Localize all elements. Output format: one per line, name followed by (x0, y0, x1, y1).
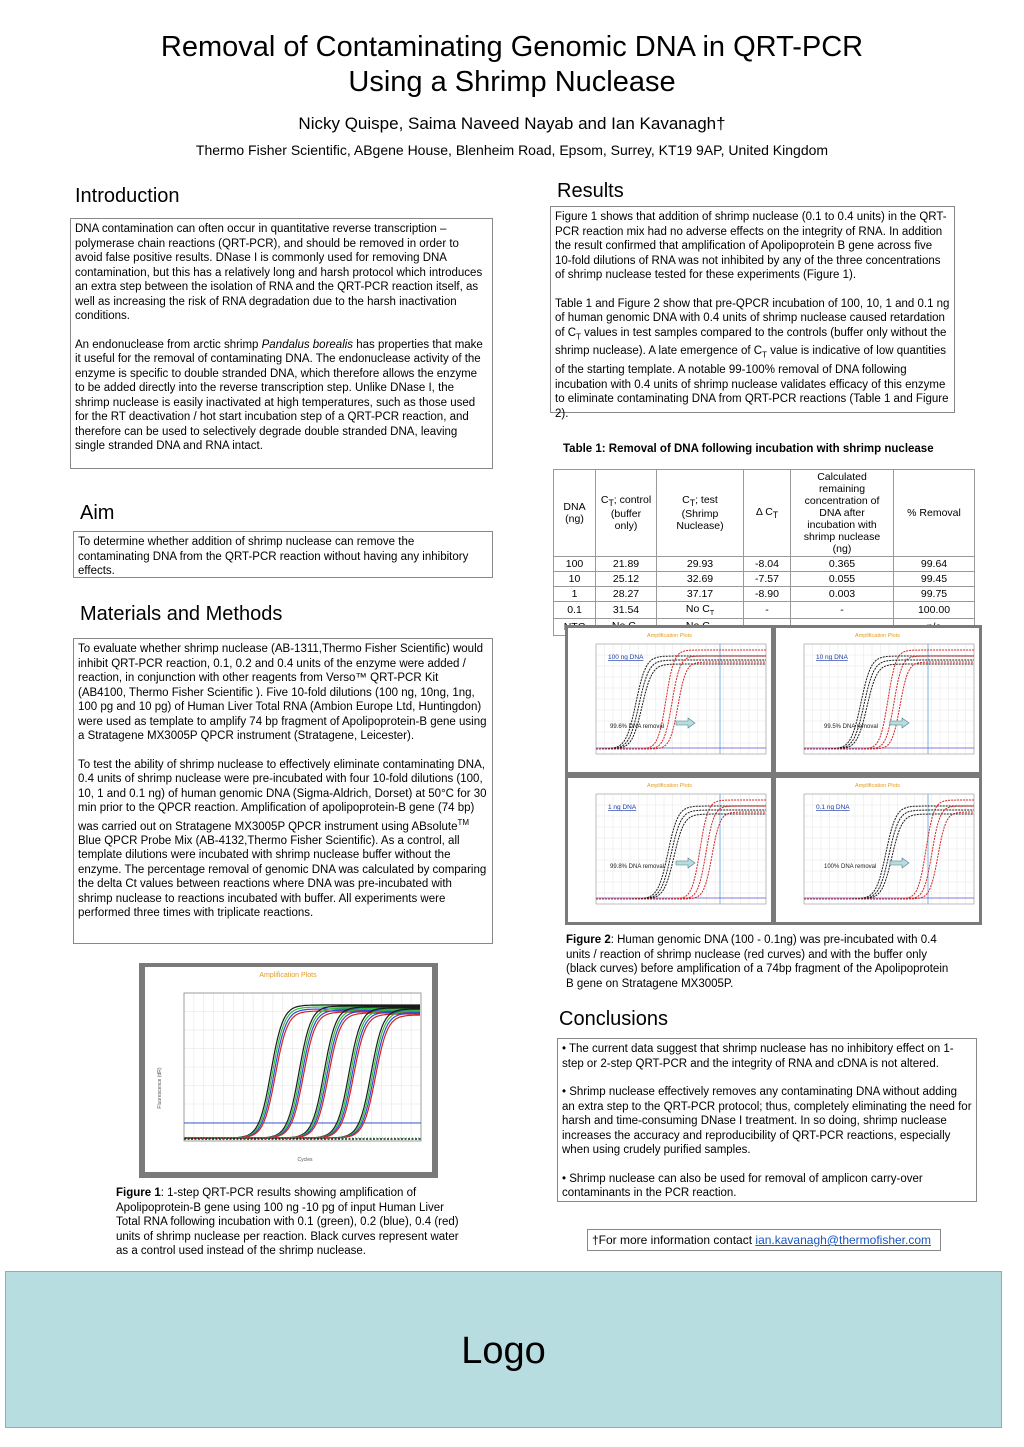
contact-box (587, 1229, 941, 1251)
results-heading: Results (557, 180, 624, 202)
panel-removal-note: 100% DNA removal (824, 864, 877, 870)
table-cell: 99.45 (894, 572, 975, 587)
table-row (554, 602, 975, 619)
table-cell: 1 (554, 587, 596, 602)
results-paragraph-1: Figure 1 shows that addition of shrimp nuclease (0.1 to 0.4 units) in the QRT-PCR reaction mix had no adverse effects on the integrity of RNA. In addition the result confirmed that amplification of Apolipoprotein B gene across five 10-fold dilutions of RNA was not inhibited by any of the three concentrations of shrimp nuclease tested for these experiments (Figure 1). (555, 211, 947, 281)
table1-body (554, 557, 975, 636)
table1-header-row (554, 470, 975, 557)
contact-email-link[interactable]: ian.kavanagh@thermofisher.com (755, 1233, 932, 1247)
table-cell: 32.69 (657, 572, 744, 587)
figure2-panel (568, 778, 771, 922)
methods-heading: Materials and Methods (80, 603, 283, 625)
table1-caption: Table 1: Removal of DNA following incubation with shrimp nuclease (563, 443, 934, 455)
table-cell: 0.055 (791, 572, 894, 587)
panel-dna-label: 10 ng DNA (816, 654, 848, 661)
table-cell: -8.90 (744, 587, 791, 602)
table1 (553, 469, 975, 636)
panel-dna-label: 0.1 ng DNA (816, 804, 850, 811)
table-row (554, 572, 975, 587)
table-cell: 100.00 (894, 602, 975, 619)
conclusions-box (557, 1038, 977, 1202)
panel-title: Amplification Plots (855, 783, 900, 789)
table-cell: - (791, 602, 894, 619)
table-cell: 0.365 (791, 557, 894, 572)
results-paragraph-2: Table 1 and Figure 2 show that pre-QPCR incubation of 100, 10, 1 and 0.1 ng of human genomic DNA with 0.4 units of shrimp nuclease caused retardation of $C_T$ values in test samples compared to the controls (buffer only without the shrimp nuclease). A late emergence of $C_T$ value is indicative of low quantities of the starting template. A notable 99-100% removal of DNA following incubation with 0.4 units of shrimp nuclease validates efficacy of this enzyme to eliminate contaminating DNA from QRT-PCR reactions (Table 1 and Figure 2). (555, 297, 950, 420)
table-cell: 28.27 (596, 587, 657, 602)
contact-prefix: †For more information contact (592, 1233, 756, 1247)
poster-title (0, 30, 1024, 100)
figure1-plot-title: Amplification Plots (259, 972, 317, 979)
introduction-heading: Introduction (75, 185, 180, 207)
figure2-caption: Figure 2: Human genomic DNA (100 - 0.1ng) was pre-incubated with 0.4 units / reaction of shrimp nuclease (red curves) and with the buffer only (black curves) before amplification of a 74bp fragment of the Apolipoprotein B gene on Stratagene MX3005P. (566, 934, 949, 990)
species-name: Pandalus borealis (261, 338, 354, 351)
introduction-box (70, 218, 493, 469)
table-cell: 29.93 (657, 557, 744, 572)
table-cell: -7.57 (744, 572, 791, 587)
authors: Nicky Quispe, Saima Naveed Nayab and Ian Kavanagh† (298, 114, 726, 133)
figure1-caption: Figure 1: 1-step QRT-PCR results showing amplification of Apolipoprotein-B gene using 100 ng -10 pg of input Human Liver Total RNA following incubation with 0.1 (green), 0.2 (blue), 0.4 (red) units of shrimp nuclease per reaction. Black curves represent water as a control used instead of the shrimp nuclease. (116, 1187, 459, 1257)
table-cell: 100 (554, 557, 596, 572)
col-remaining: Calculated remaining concentration of DNA after incubation with shrimp nuclease (ng) (791, 470, 894, 557)
figure2-panel (776, 628, 979, 772)
figure2-panel (776, 778, 979, 922)
table-cell: 10 (554, 572, 596, 587)
panel-title: Amplification Plots (647, 783, 692, 789)
aim-text: To determine whether addition of shrimp nuclease can remove the contaminating DNA from the QRT-PCR reaction without having any inhibitory effects. (78, 536, 469, 577)
table-cell: 99.64 (894, 557, 975, 572)
title-line-2: Using a Shrimp Nuclease (348, 66, 676, 98)
col-delta-ct: Δ $C_T$ (744, 470, 791, 557)
panel-title: Amplification Plots (855, 633, 900, 639)
col-removal: % Removal (894, 470, 975, 557)
col-dna: DNA (ng) (554, 470, 596, 557)
panel-dna-label: 1 ng DNA (608, 804, 637, 811)
methods-paragraph-1: To evaluate whether shrimp nuclease (AB-1311,Thermo Fisher Scientific) would inhibit QRT-PCR reaction, 0.1, 0.2 and 0.4 units of the enzyme were added / reaction, in conjunction with other reagents from Verso™ QRT-PCR Kit (AB4100, Thermo Fisher Scientific ). Five 10-fold dilutions (100 ng, 10ng, 1ng, 100 pg and 10 pg) of Human Liver Total RNA (Ambion Europe Ltd, Huntingdon) were used as template to amplify 74 bp fragment of Apolipoprotein-B gene using a Stratagene MX3005P QPCR instrument (Stratagene, Leicester). (78, 643, 487, 742)
table-cell: No $C_T$ (657, 602, 744, 619)
figure2-chart-svg (565, 625, 982, 925)
table-row (554, 587, 975, 602)
table-cell: 37.17 (657, 587, 744, 602)
panel-removal-note: 99.5% DNA removal (824, 724, 879, 730)
table-row (554, 557, 975, 572)
panel-removal-note: 99.6% DNA removal (610, 724, 665, 730)
figure1-chart-svg (139, 963, 438, 1178)
table-cell: - (744, 602, 791, 619)
affiliation: Thermo Fisher Scientific, ABgene House, Blenheim Road, Epsom, Surrey, KT19 9AP, United Kingdom (195, 142, 829, 158)
conclusion-bullet-2: • Shrimp nuclease effectively removes any contaminating DNA without adding an extra step to the QRT-PCR protocol; thus, completely eliminating the need for harsh and time-consuming DNase I treatment. In so doing, shrimp nuclease increases the accuracy and reproducibility of QRT-PCR reactions, especially when using crudely purified samples. (562, 1086, 972, 1156)
introduction-paragraph-2: An endonuclease from arctic shrimp Pandalus borealis has properties that make it useful for the removal of contaminating DNA. The endonuclease activity of the enzyme is specific to double stranded DNA, which therefore allows the enzyme to be added directly into the reverse transcription step. Unlike DNase I, the shrimp nuclease is easily inactivated at high temperatures, such as those used for the RT deactivation / hot start incubation step of a QRT-PCR reaction, and therefore can be used to selectively degrade double stranded DNA, leaving single stranded DNA and RNA intact. (75, 338, 483, 452)
aim-heading: Aim (80, 502, 115, 524)
table-cell: 0.003 (791, 587, 894, 602)
table-cell: -8.04 (744, 557, 791, 572)
conclusions-heading: Conclusions (559, 1008, 668, 1030)
conclusion-bullet-1: • The current data suggest that shrimp nuclease has no inhibitory effect on 1-step or 2-step QRT-PCR and the integrity of RNA and cDNA is not altered. (562, 1043, 954, 1070)
introduction-paragraph-1: DNA contamination can often occur in quantitative reverse transcription – polymerase chain reactions (QRT-PCR), and should be removed in order to avoid false positive results. DNase I is commonly used for removing DNA contamination, but this has a relatively long and harsh protocol which introduces an extra step between the isolation of RNA and the QRT-PCR reaction itself, as well as increasing the risk of RNA degradation due to the harsh inactivation conditions. (75, 223, 483, 322)
aim-box (73, 531, 493, 578)
panel-dna-label: 100 ng DNA (608, 654, 644, 661)
col-ct-control: $C_T$; control (buffer only) (596, 470, 657, 557)
figure2-grid (565, 625, 982, 925)
figure1-xlabel: Cycles (297, 1157, 313, 1163)
table-cell: 99.75 (894, 587, 975, 602)
figure1-plot (139, 963, 438, 1178)
table-cell: 21.89 (596, 557, 657, 572)
panel-removal-note: 99.8% DNA removal (610, 864, 665, 870)
results-box (550, 206, 955, 420)
table-cell: 31.54 (596, 602, 657, 619)
conclusion-bullet-3: • Shrimp nuclease can also be used for removal of amplicon carry-over contaminants in the PCR reaction. (562, 1172, 923, 1199)
methods-paragraph-2: To test the ability of shrimp nuclease to effectively eliminate contaminating DNA, 0.4 units of shrimp nuclease were pre-incubated with four 10-fold dilutions (100, 10, 1 and 0.1 ng) of human genomic DNA (Sigma-Aldrich, Dorset) at 50°C for 30 min prior to the QPCR reaction. Amplification of apolipoprotein-B gene (74 bp) was carried out on Stratagene MX3005P QPCR instrument using ABsolute™ Blue QPCR Probe Mix (AB-4132,Thermo Fisher Scientific). As a control, all template dilutions were incubated with shrimp nuclease buffer without the enzyme. The percentage removal of genomic DNA was calculated by comparing the delta Ct values between reactions where DNA was pre-incubated with shrimp nuclease to reactions incubated with buffer. All experiments were performed three times with triplicate reactions. (78, 758, 487, 920)
title-line-1: Removal of Contaminating Genomic DNA in QRT-PCR (160, 31, 864, 63)
panel-title: Amplification Plots (647, 633, 692, 639)
methods-box (73, 638, 493, 944)
table-cell: 25.12 (596, 572, 657, 587)
table-cell: 0.1 (554, 602, 596, 619)
figure2-panel (568, 628, 771, 772)
col-ct-test: $C_T$; test (Shrimp Nuclease) (657, 470, 744, 557)
logo-placeholder: Logo (461, 1330, 546, 1372)
figure1-ylabel: Fluorescence (dR) (157, 1067, 163, 1109)
